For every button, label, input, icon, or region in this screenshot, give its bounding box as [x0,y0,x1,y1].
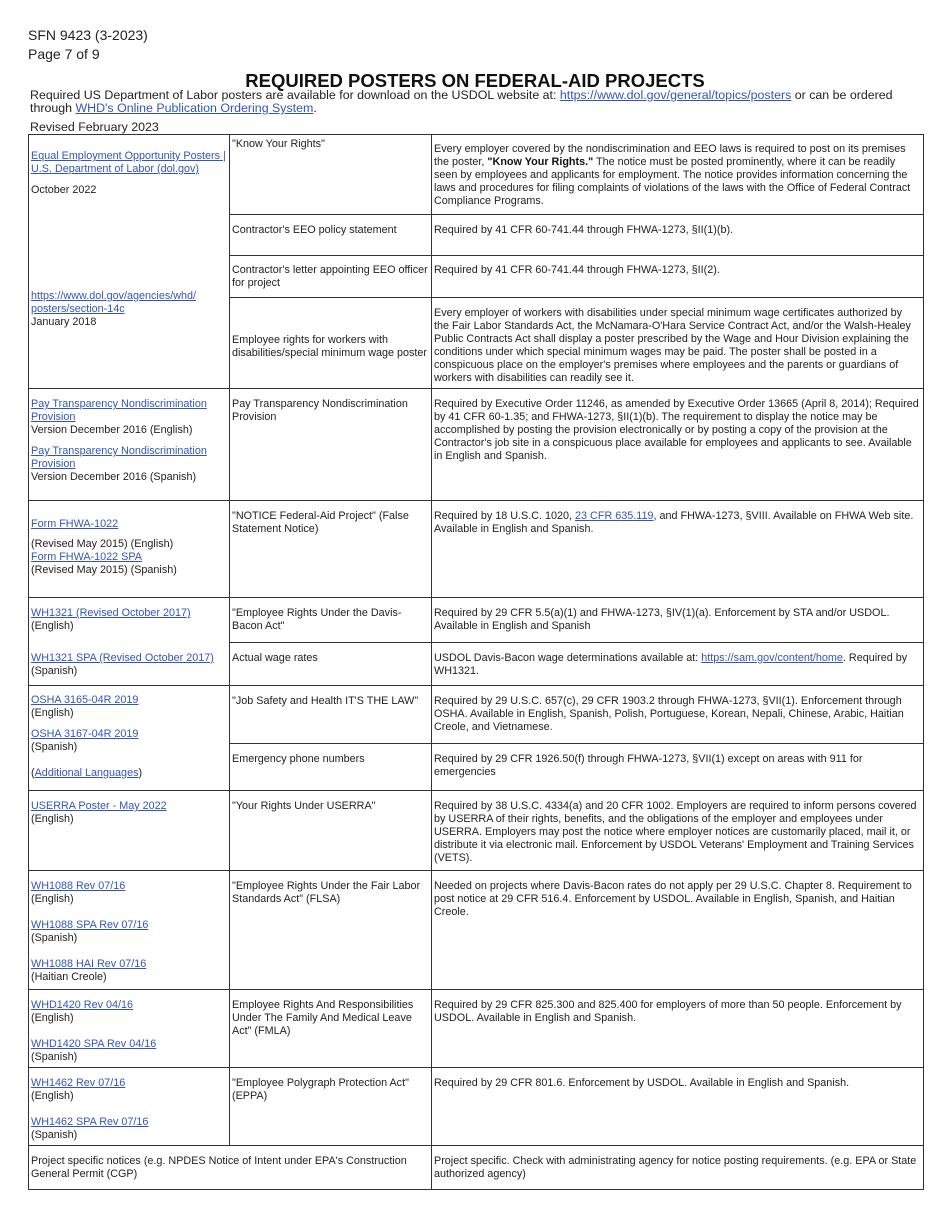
poster-cell: "Employee Polygraph Protection Act" (EPPA) [230,1068,432,1146]
req-text: . Required by WH1321. [434,652,908,677]
poster-cell: Actual wage rates [230,643,432,686]
whd-ordering-link[interactable]: WHD's Online Publication Ordering System [75,101,314,115]
pay-transparency-spanish-link[interactable]: Pay Transparency Nondiscrimination Provision [31,445,207,470]
posters-table [28,134,924,1190]
table-row [29,1146,924,1190]
requirement-cell [432,501,924,598]
wh1321-spa-link[interactable]: WH1321 SPA (Revised October 2017) [31,652,214,664]
wh1321-link[interactable]: WH1321 (Revised October 2017) [31,607,191,619]
links-cell [29,791,230,871]
links-cell [29,871,230,990]
language-text: (Spanish) [31,1129,78,1141]
whd1420-spa-link[interactable]: WHD1420 SPA Rev 04/16 [31,1038,157,1050]
whd1420-link[interactable]: WHD1420 Rev 04/16 [31,999,134,1011]
poster-cell: Contractor's EEO policy statement [230,215,432,256]
pay-transparency-english-link[interactable]: Pay Transparency Nondiscrimination Provision [31,398,207,423]
language-text: (Haitian Creole) [31,971,107,983]
requirement-cell: Required by Executive Order 11246, as amended by Executive Order 13665 (April 8, 2014); Required by 41 CFR 60-1.35; and FHWA-1273, §II(1)(b). The requirement to display the notice may be accomplished by posting the provision electronically or by posting a copy of the provision at the Contractor's job site in a conspicuous place available for employees and applicants to see. Available in English and Spanish. [432,389,924,501]
table-row [29,791,924,871]
links-cell [29,1068,230,1146]
intro-text-2: or can be ordered through [30,88,893,115]
requirement-cell: Required by 29 U.S.C. 657(c), 29 CFR 1903.2 through FHWA-1273, §VII(1). Enforcement through OSHA. Available in English, Spanish, Polish, Portuguese, Korean, Nepali, Chinese, Arabic, Haitian Creole, and Vietnamese. [432,686,924,744]
language-text: (Spanish) [31,741,78,753]
intro-text-1: Required US Department of Labor posters are available for download on the USDOL website at: [30,88,560,102]
version-text: Version December 2016 (Spanish) [31,471,197,483]
requirement-cell: Required by 41 CFR 60-741.44 through FHWA-1273, §II(2). [432,256,924,298]
wh1088-spa-link[interactable]: WH1088 SPA Rev 07/16 [31,919,149,931]
know-your-rights-bold: "Know Your Rights." [487,156,594,168]
intro-paragraph [30,89,920,115]
eeo-links-cell [29,135,230,389]
wh1462-link[interactable]: WH1462 Rev 07/16 [31,1077,126,1089]
requirement-cell: Required by 41 CFR 60-741.44 through FHWA-1273, §II(1)(b). [432,215,924,256]
fhwa-1022-spa-link[interactable]: Form FHWA-1022 SPA [31,551,142,563]
osha-3167-link[interactable]: OSHA 3167-04R 2019 [31,728,139,740]
poster-cell: "Employee Rights Under the Fair Labor Standards Act" (FLSA) [230,871,432,990]
req-text: The notice must be posted prominently, where it can be readily seen by employees and applicants for employment. The notice provides information concerning the laws and procedures for filing complaints of violations of the laws with the Office of Federal Contract Compliance Programs. [434,156,911,207]
paren: ( [31,767,35,779]
userra-poster-link[interactable]: USERRA Poster - May 2022 [31,800,167,812]
requirement-cell [432,135,924,215]
language-text: (English) [31,707,74,719]
poster-cell: "NOTICE Federal-Aid Project" (False Statement Notice) [230,501,432,598]
links-cell [29,598,230,686]
language-text: (English) [31,1012,74,1024]
language-text: (English) [31,620,74,632]
links-cell [29,389,230,501]
page-number: Page 7 of 9 [28,46,100,62]
sam-gov-link[interactable]: https://sam.gov/content/home [701,652,843,664]
section-14c-link[interactable]: https://www.dol.gov/agencies/whd/ posters/section-14c [31,290,197,315]
links-cell [29,990,230,1068]
poster-cell: Project specific notices (e.g. NPDES Notice of Intent under EPA's Construction General Permit (CGP) [29,1146,432,1190]
poster-cell: "Employee Rights Under the Davis-Bacon Act" [230,598,432,643]
language-text: (Spanish) [31,665,78,677]
requirement-cell: Required by 29 CFR 1926.50(f) through FHWA-1273, §VII(1) except on areas with 911 for emergencies [432,744,924,791]
eeo-date: October 2022 [31,184,97,196]
table-row [29,598,924,643]
requirement-cell: Required by 38 U.S.C. 4334(a) and 20 CFR 1002. Employers are required to inform persons covered by USERRA of their rights, benefits, and the obligations of the employer and employees under USERRA. Employers may post the notice where employer notices are customarily placed, mail it, or distribute it via electronic mail. Enforcement by USDOL Veterans' Employment and Training Services (VETS). [432,791,924,871]
paren: ) [138,767,143,779]
additional-languages-link[interactable]: Additional Languages [34,767,139,779]
eeo-posters-link[interactable]: Equal Employment Opportunity Posters | U.S. Department of Labor (dol.gov) [31,150,226,175]
requirement-cell: Required by 29 CFR 5.5(a)(1) and FHWA-1273, §IV(1)(a). Enforcement by STA and/or USDOL. Available in English and Spanish [432,598,924,643]
wh1088-hai-link[interactable]: WH1088 HAI Rev 07/16 [31,958,147,970]
revision-text: (Revised May 2015) (Spanish) [31,564,177,576]
table-row [29,389,924,501]
requirement-cell: Every employer of workers with disabilities under special minimum wage certificates authorized by the Fair Labor Standards Act, the McNamara-O'Hara Service Contract Act, and/or the Walsh-Healey Public Contracts Act shall display a poster prescribed by the Wage and Hour Division explaining the conditions under which special minimum wages may be paid. The poster shall be posted in a conspicuous place on the employer's premises where employees and the parents or guardians of workers with disabilities can readily see it. [432,298,924,389]
req-text: Required by 18 U.S.C. 1020, [434,510,576,522]
links-cell [29,501,230,598]
requirement-cell: Needed on projects where Davis-Bacon rates do not apply per 29 U.S.C. Chapter 8. Requirement to post notice at 29 CFR 516.4. Enforcement by USDOL. Available in English, Spanish, and Haitian Creole. [432,871,924,990]
poster-cell: Emergency phone numbers [230,744,432,791]
form-id: SFN 9423 (3-2023) [28,27,148,43]
requirement-cell: Project specific. Check with administrating agency for notice posting requirements. (e.g. EPA or State authorized agency) [432,1146,924,1190]
language-text: (English) [31,1090,74,1102]
wh1462-spa-link[interactable]: WH1462 SPA Rev 07/16 [31,1116,149,1128]
dol-posters-link[interactable]: https://www.dol.gov/general/topics/posters [559,88,792,102]
version-text: Version December 2016 (English) [31,424,193,436]
page-title: REQUIRED POSTERS ON FEDERAL-AID PROJECTS [245,70,705,91]
requirement-cell [432,643,924,686]
req-text: USDOL Davis-Bacon wage determinations available at: [434,652,702,664]
osha-3165-link[interactable]: OSHA 3165-04R 2019 [31,694,139,706]
language-text: (Spanish) [31,1051,78,1063]
table-row [29,871,924,990]
requirement-cell: Required by 29 CFR 801.6. Enforcement by USDOL. Available in English and Spanish. [432,1068,924,1146]
links-cell [29,686,230,791]
language-text: (English) [31,813,74,825]
table-row [29,135,924,215]
language-text: (Spanish) [31,932,78,944]
requirement-cell: Required by 29 CFR 825.300 and 825.400 for employers of more than 50 people. Enforcement by USDOL. Available in English and Spanish. [432,990,924,1068]
req-text: , and FHWA-1273, §VIII. Available on FHWA Web site. Available in English and Spanish. [434,510,914,535]
poster-cell: "Know Your Rights" [230,135,432,215]
poster-cell: "Your Rights Under USERRA" [230,791,432,871]
section-14c-date: January 2018 [31,316,97,328]
table-row [29,686,924,744]
intro-text-3: . [313,101,317,115]
table-row [29,501,924,598]
poster-cell: Contractor's letter appointing EEO officer for project [230,256,432,298]
poster-cell: Pay Transparency Nondiscrimination Provision [230,389,432,501]
req-text: Every employer covered by the nondiscrimination and EEO laws is required to post on its premises the poster, [434,143,906,168]
revision-text: (Revised May 2015) (English) [31,538,174,550]
language-text: (English) [31,893,74,905]
poster-cell: Employee Rights And Responsibilities Under The Family And Medical Leave Act" (FMLA) [230,990,432,1068]
revised-date: Revised February 2023 [30,120,159,134]
table-row [29,1068,924,1146]
wh1088-link[interactable]: WH1088 Rev 07/16 [31,880,126,892]
fhwa-1022-link[interactable]: Form FHWA-1022 [31,518,119,530]
table-row [29,990,924,1068]
cfr-635-119-link[interactable]: 23 CFR 635.119 [575,510,654,522]
poster-cell: "Job Safety and Health IT'S THE LAW" [230,686,432,744]
poster-cell: Employee rights for workers with disabilities/special minimum wage poster [230,298,432,389]
